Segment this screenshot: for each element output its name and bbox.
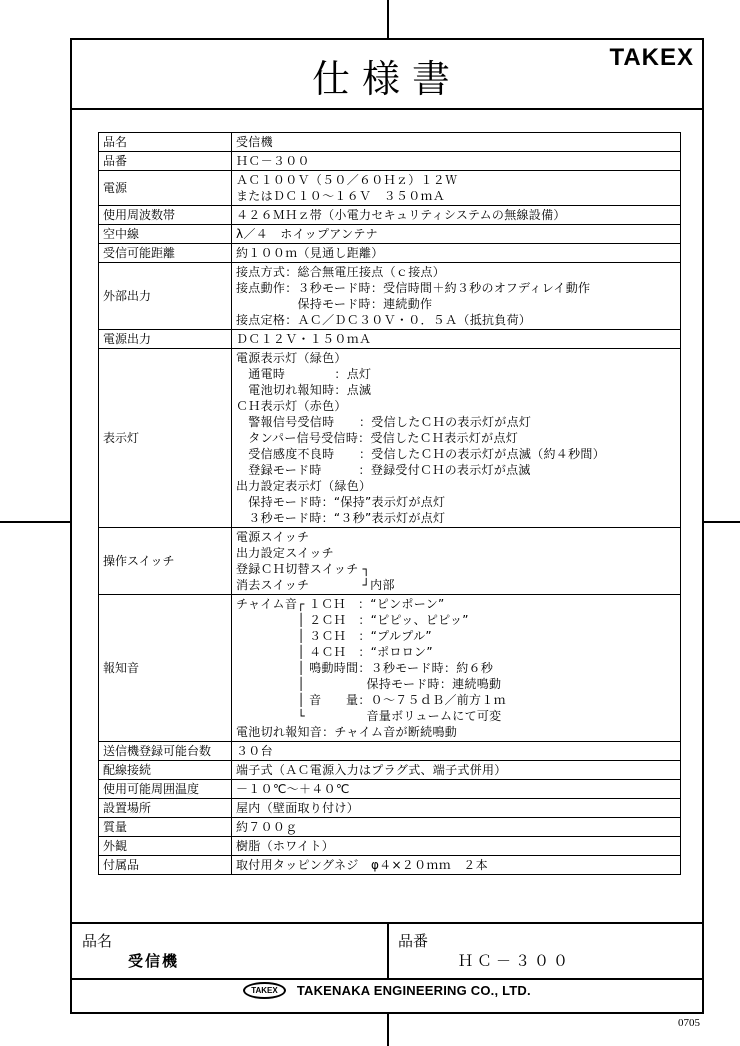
spec-row [99,761,681,780]
spec-value: ４２６ＭＨｚ帯（小電力セキュリティシステムの無線設備） [232,206,681,225]
spec-key: 操作スイッチ [99,528,232,595]
crop-mark-bottom [387,1014,389,1046]
spec-value: チャイム音┌ １ＣＨ ：“ピンポーン” │ ２ＣＨ ：“ピピッ、ピピッ” │ ３ＣＨ ：“プルプル” │ ４ＣＨ ：“ポロロン” │ 鳴動時間：３秒モード時：約６秒 │ 保持モード時：連続鳴動 │ 音 量：０～７５ｄＢ／前方１ｍ └ 音量ボリュームにて可変 電池切れ報知音：チャイム音が断続鳴動 [232,595,681,742]
spec-key: 配線接続 [99,761,232,780]
spec-value: 端子式（ＡＣ電源入力はプラグ式、端子式併用） [232,761,681,780]
crop-mark-left [0,521,70,523]
spec-key: 外部出力 [99,263,232,330]
spec-key: 使用周波数帯 [99,206,232,225]
page-title: 仕様書 [311,57,462,101]
spec-value: 取付用タッピングネジ φ４×２０ｍｍ ２本 [232,856,681,875]
spec-key: 空中線 [99,225,232,244]
spec-value: －１０℃～＋４０℃ [232,780,681,799]
company-mark: TAKEX [243,982,286,999]
spec-key: 電源出力 [99,330,232,349]
spec-key: 設置場所 [99,799,232,818]
spec-row [99,837,681,856]
product-number-value: ＨＣ－３００ [458,952,573,970]
spec-key: 外観 [99,837,232,856]
spec-row [99,244,681,263]
footer-divider [387,924,389,978]
spec-value: ３０台 [232,742,681,761]
spec-row [99,780,681,799]
spec-value: 屋内（壁面取り付け） [232,799,681,818]
crop-mark-right [704,521,740,523]
spec-key: 報知音 [99,595,232,742]
spec-key: 品名 [99,133,232,152]
spec-row [99,595,681,742]
spec-key: 送信機登録可能台数 [99,742,232,761]
spec-value: λ／４ ホイップアンテナ [232,225,681,244]
spec-row [99,818,681,837]
title-row [72,40,702,110]
spec-row [99,171,681,206]
spec-key: 表示灯 [99,349,232,528]
spec-value: ＡＣ１００Ｖ（５０／６０Ｈｚ）１２Ｗ またはＤＣ１０～１６Ｖ ３５０ｍＡ [232,171,681,206]
spec-sheet-frame [70,38,704,1014]
spec-row [99,856,681,875]
spec-table-wrap [98,132,681,875]
document-code: 0705 [678,1017,700,1029]
spec-value: 受信機 [232,133,681,152]
spec-row [99,799,681,818]
company-logo [72,980,702,1016]
spec-value: 約１００ｍ（見通し距離） [232,244,681,263]
spec-row [99,330,681,349]
spec-value: 接点方式：総合無電圧接点（ｃ接点） 接点動作：３秒モード時：受信時間＋約３秒のオフディレイ動作 保持モード時：連続動作 接点定格：ＡＣ／ＤＣ３０Ｖ・０．５Ａ（抵抗負荷） [232,263,681,330]
spec-row [99,206,681,225]
footer-block [72,922,702,1016]
brand-logo: TAKEX [609,44,694,71]
spec-row [99,528,681,595]
spec-key: 質量 [99,818,232,837]
spec-value: ＤＣ１２Ｖ・１５０ｍＡ [232,330,681,349]
product-name-label: 品名 [82,932,113,950]
footer-name-row [72,924,702,980]
product-name-value: 受信機 [128,952,180,970]
spec-value: ＨＣ－３００ [232,152,681,171]
spec-key: 付属品 [99,856,232,875]
spec-row [99,152,681,171]
spec-row [99,225,681,244]
spec-key: 受信可能距離 [99,244,232,263]
spec-row [99,263,681,330]
spec-key: 品番 [99,152,232,171]
spec-value: 電源スイッチ 出力設定スイッチ 登録ＣＨ切替スイッチ ┐ 消去スイッチ ┘内部 [232,528,681,595]
spec-key: 電源 [99,171,232,206]
spec-row [99,349,681,528]
spec-row [99,133,681,152]
spec-table [98,132,681,875]
crop-mark-top [387,0,389,38]
spec-value: 電源表示灯（緑色） 通電時 ：点灯 電池切れ報知時：点滅 ＣＨ表示灯（赤色） 警報信号受信時 ：受信したＣＨの表示灯が点灯 タンパー信号受信時：受信したＣＨ表示灯が点灯 受信感度不良時 ：受信したＣＨの表示灯が点滅（約４秒間） 登録モード時 ：登録受付ＣＨの表示灯が点滅 出力設定表示灯（緑色） 保持モード時：“保持”表示灯が点灯 ３秒モード時：“３秒”表示灯が点灯 [232,349,681,528]
company-name: TAKENAKA ENGINEERING CO., LTD. [296,983,531,998]
spec-key: 使用可能周囲温度 [99,780,232,799]
spec-value: 樹脂（ホワイト） [232,837,681,856]
product-number-label: 品番 [398,932,429,950]
spec-row [99,742,681,761]
spec-value: 約７００ｇ [232,818,681,837]
